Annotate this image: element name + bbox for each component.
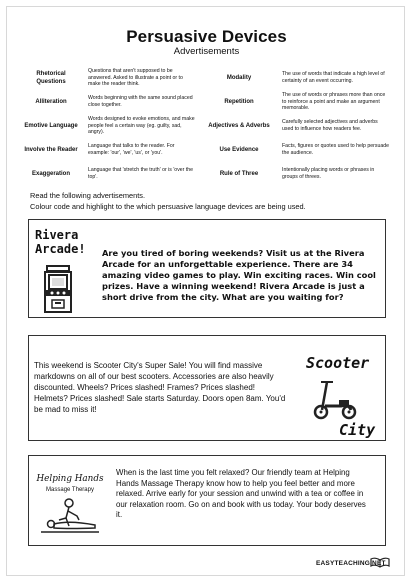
glossary-term-use-evidence: Use Evidence: [219, 147, 259, 153]
page-subtitle: Advertisements: [173, 46, 240, 57]
rivera-arcade-ad-text: Are you tired of boring weekends? Visit us at the Rivera Arcade for an unforgettable experience. There are 34 amazing video games to play. Win exciting races. Win cool prizes. Have a winning weekend! Rivera Arcade is just a short drive from the city. What are you waiting for?: [102, 248, 376, 302]
glossary-term-emotive-language: Emotive Language: [24, 123, 78, 129]
scooter-city-ad: [28, 335, 386, 441]
glossary-table: [20, 66, 396, 186]
glossary-term-adjectives-adverbs: Adjectives & Adverbs: [208, 123, 270, 129]
glossary-definition-rhetorical-questions: Questions that aren't supposed to be answered. Asked to illustrate a point or to make the reader think.: [88, 68, 183, 88]
helping-hands-ad: [28, 455, 386, 546]
scooter-city-logo-word-2: City: [339, 421, 376, 439]
glossary-term-alliteration: Alliteration: [35, 99, 67, 105]
helping-hands-logo-subtitle: Massage Therapy: [46, 487, 94, 493]
arcade-machine-icon: [43, 264, 73, 314]
instructions-line-1: Read the following advertisements.: [30, 191, 146, 200]
massage-icon: [39, 498, 101, 536]
helping-hands-ad-text: When is the last time you felt relaxed? Our friendly team at Helping Hands Massage Therapy know how to help you feel better and more relaxed. Arrive early for your session and unwind with a tea or coffee in our relaxation room. Go on and book with us today. Your body deserves it.: [116, 468, 366, 520]
glossary-definition-involve-the-reader: Language that talks to the reader. For example: 'our', 'we', 'us', or 'you'.: [88, 143, 175, 156]
glossary-term-rule-of-three: Rule of Three: [219, 171, 259, 177]
glossary-term-repetition: Repetition: [224, 99, 254, 105]
rivera-logo-line-2: Arcade!: [35, 242, 86, 256]
helping-hands-logo-title: Helping Hands: [36, 474, 104, 484]
brand-logo-text: EASYTEACHING.NET: [316, 560, 386, 567]
rivera-arcade-ad: [28, 219, 386, 318]
rivera-logo-line-1: Rivera: [35, 228, 79, 242]
scooter-city-ad-text: This weekend is Scooter City's Super Sale! You will find massive markdowns on all of our best scooters. Accessories are also heavily discounted. Wheels? Prices slashed! Frames? Prices slashed! Helmets? Prices slashed! Sale starts Saturday. Doors open 8am. You'd be mad to miss it!: [34, 361, 286, 414]
glossary-definition-adjectives-adverbs: Carefully selected adjectives and adverbs used to influence how readers fee.: [282, 119, 378, 132]
glossary-definition-modality: The use of words that indicate a high level of certainty of an event occurring.: [282, 71, 385, 84]
glossary-definition-exaggeration: Language that 'stretch the truth' or is 'over the top'.: [88, 167, 194, 180]
glossary-term-exaggeration: Exaggeration: [31, 171, 70, 177]
glossary-term-modality: Modality: [226, 75, 252, 81]
rivera-arcade-logo: [35, 228, 99, 256]
scooter-icon: [311, 376, 359, 420]
glossary-term-involve-the-reader: Involve the Reader: [24, 147, 78, 153]
glossary-definition-rule-of-three: Intentionally placing words or phrases in groups of threes.: [282, 167, 375, 180]
glossary-definition-repetition: The use of words or phrases more than once to reinforce a point and make an argument memorable.: [282, 92, 386, 112]
glossary-term-rhetorical-questions: Rhetorical Questions: [36, 71, 66, 85]
instructions: [30, 190, 390, 212]
page-title: Persuasive Devices: [126, 27, 287, 46]
glossary-definition-use-evidence: Facts, figures or quotes used to help persuade the audience.: [282, 143, 389, 156]
glossary-definition-emotive-language: Words designed to evoke emotions, and make people feel a certain way (eg. guilty, sad, angry).: [88, 116, 195, 136]
instructions-line-2: Colour code and highlight to the which persuasive language devices are being used.: [30, 202, 306, 211]
open-book-icon: [370, 556, 390, 568]
glossary-definition-alliteration: Words beginning with the same sound placed close together.: [88, 95, 193, 108]
scooter-city-logo-word-1: Scooter: [306, 354, 370, 372]
